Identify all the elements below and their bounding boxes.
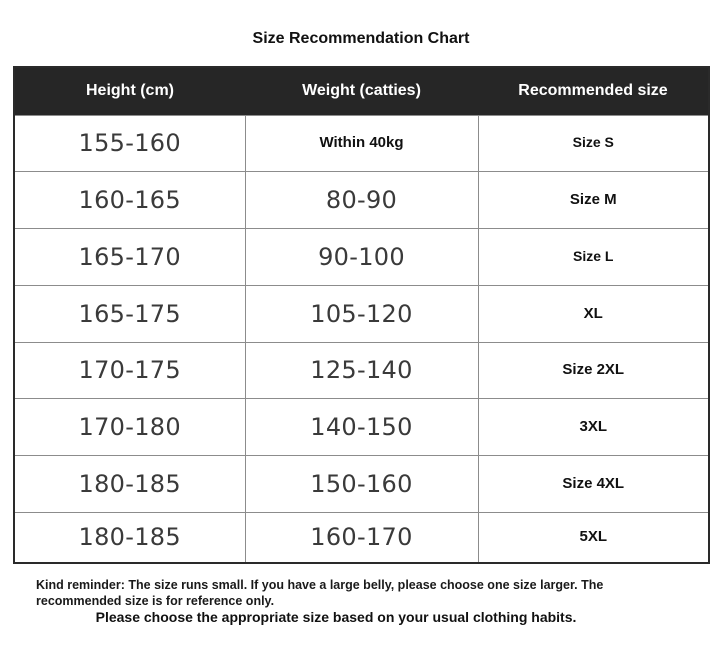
- size-value: Size S: [572, 134, 614, 151]
- weight-value: 105-120: [310, 299, 413, 328]
- size-cell: [478, 172, 709, 229]
- size-value: Size M: [569, 191, 617, 209]
- weight-value: 160-170: [310, 523, 413, 552]
- height-cell: [14, 285, 245, 342]
- weight-cell: [245, 342, 478, 399]
- weight-cell: [245, 285, 478, 342]
- weight-value: 125-140: [310, 356, 413, 385]
- size-value: XL: [583, 304, 603, 322]
- header-recommended-size: Recommended size: [478, 67, 709, 115]
- height-value: 180-185: [78, 469, 181, 498]
- weight-value: Within 40kg: [319, 134, 404, 152]
- size-value: Size 4XL: [562, 474, 625, 492]
- size-cell: [478, 342, 709, 399]
- table-row: [14, 342, 709, 399]
- weight-cell: [245, 456, 478, 513]
- weight-value: 150-160: [310, 469, 413, 498]
- height-value: 165-170: [78, 242, 181, 271]
- height-value: 180-185: [78, 523, 181, 552]
- size-table: [13, 66, 710, 564]
- table-row: [14, 172, 709, 229]
- size-value: 5XL: [579, 528, 607, 546]
- size-cell: [478, 456, 709, 513]
- height-value: 165-175: [78, 299, 181, 328]
- height-cell: [14, 115, 245, 172]
- weight-value: 90-100: [318, 242, 405, 271]
- table-row: [14, 115, 709, 172]
- size-cell: [478, 512, 709, 563]
- chart-title: Size Recommendation Chart: [252, 30, 470, 47]
- table-header-row: [14, 67, 709, 115]
- size-value: Size 2XL: [562, 361, 625, 379]
- weight-value: 80-90: [325, 186, 398, 215]
- kind-reminder-note: Kind reminder: The size runs small. If you have a large belly, please choose one size larger. The recommended size is for reference only.: [36, 578, 604, 608]
- size-value: 3XL: [579, 418, 607, 436]
- height-value: 160-165: [78, 186, 181, 215]
- weight-cell: [245, 115, 478, 172]
- header-weight: Weight (catties): [245, 67, 478, 115]
- size-cell: [478, 285, 709, 342]
- height-cell: [14, 399, 245, 456]
- height-value: 170-175: [78, 356, 181, 385]
- table-row: [14, 399, 709, 456]
- height-value: 155-160: [78, 129, 181, 158]
- weight-cell: [245, 512, 478, 563]
- weight-cell: [245, 399, 478, 456]
- size-cell: [478, 115, 709, 172]
- size-advice-note: Please choose the appropriate size based on your usual clothing habits.: [95, 609, 577, 625]
- weight-value: 140-150: [310, 413, 413, 442]
- height-cell: [14, 172, 245, 229]
- height-value: 170-180: [78, 413, 181, 442]
- size-cell: [478, 229, 709, 286]
- table-row: [14, 285, 709, 342]
- table-row: [14, 512, 709, 563]
- size-value: Size L: [573, 247, 614, 264]
- height-cell: [14, 229, 245, 286]
- table-row: [14, 456, 709, 513]
- weight-cell: [245, 172, 478, 229]
- height-cell: [14, 512, 245, 563]
- table-row: [14, 229, 709, 286]
- header-height: Height (cm): [14, 67, 245, 115]
- height-cell: [14, 342, 245, 399]
- size-cell: [478, 399, 709, 456]
- weight-cell: [245, 229, 478, 286]
- height-cell: [14, 456, 245, 513]
